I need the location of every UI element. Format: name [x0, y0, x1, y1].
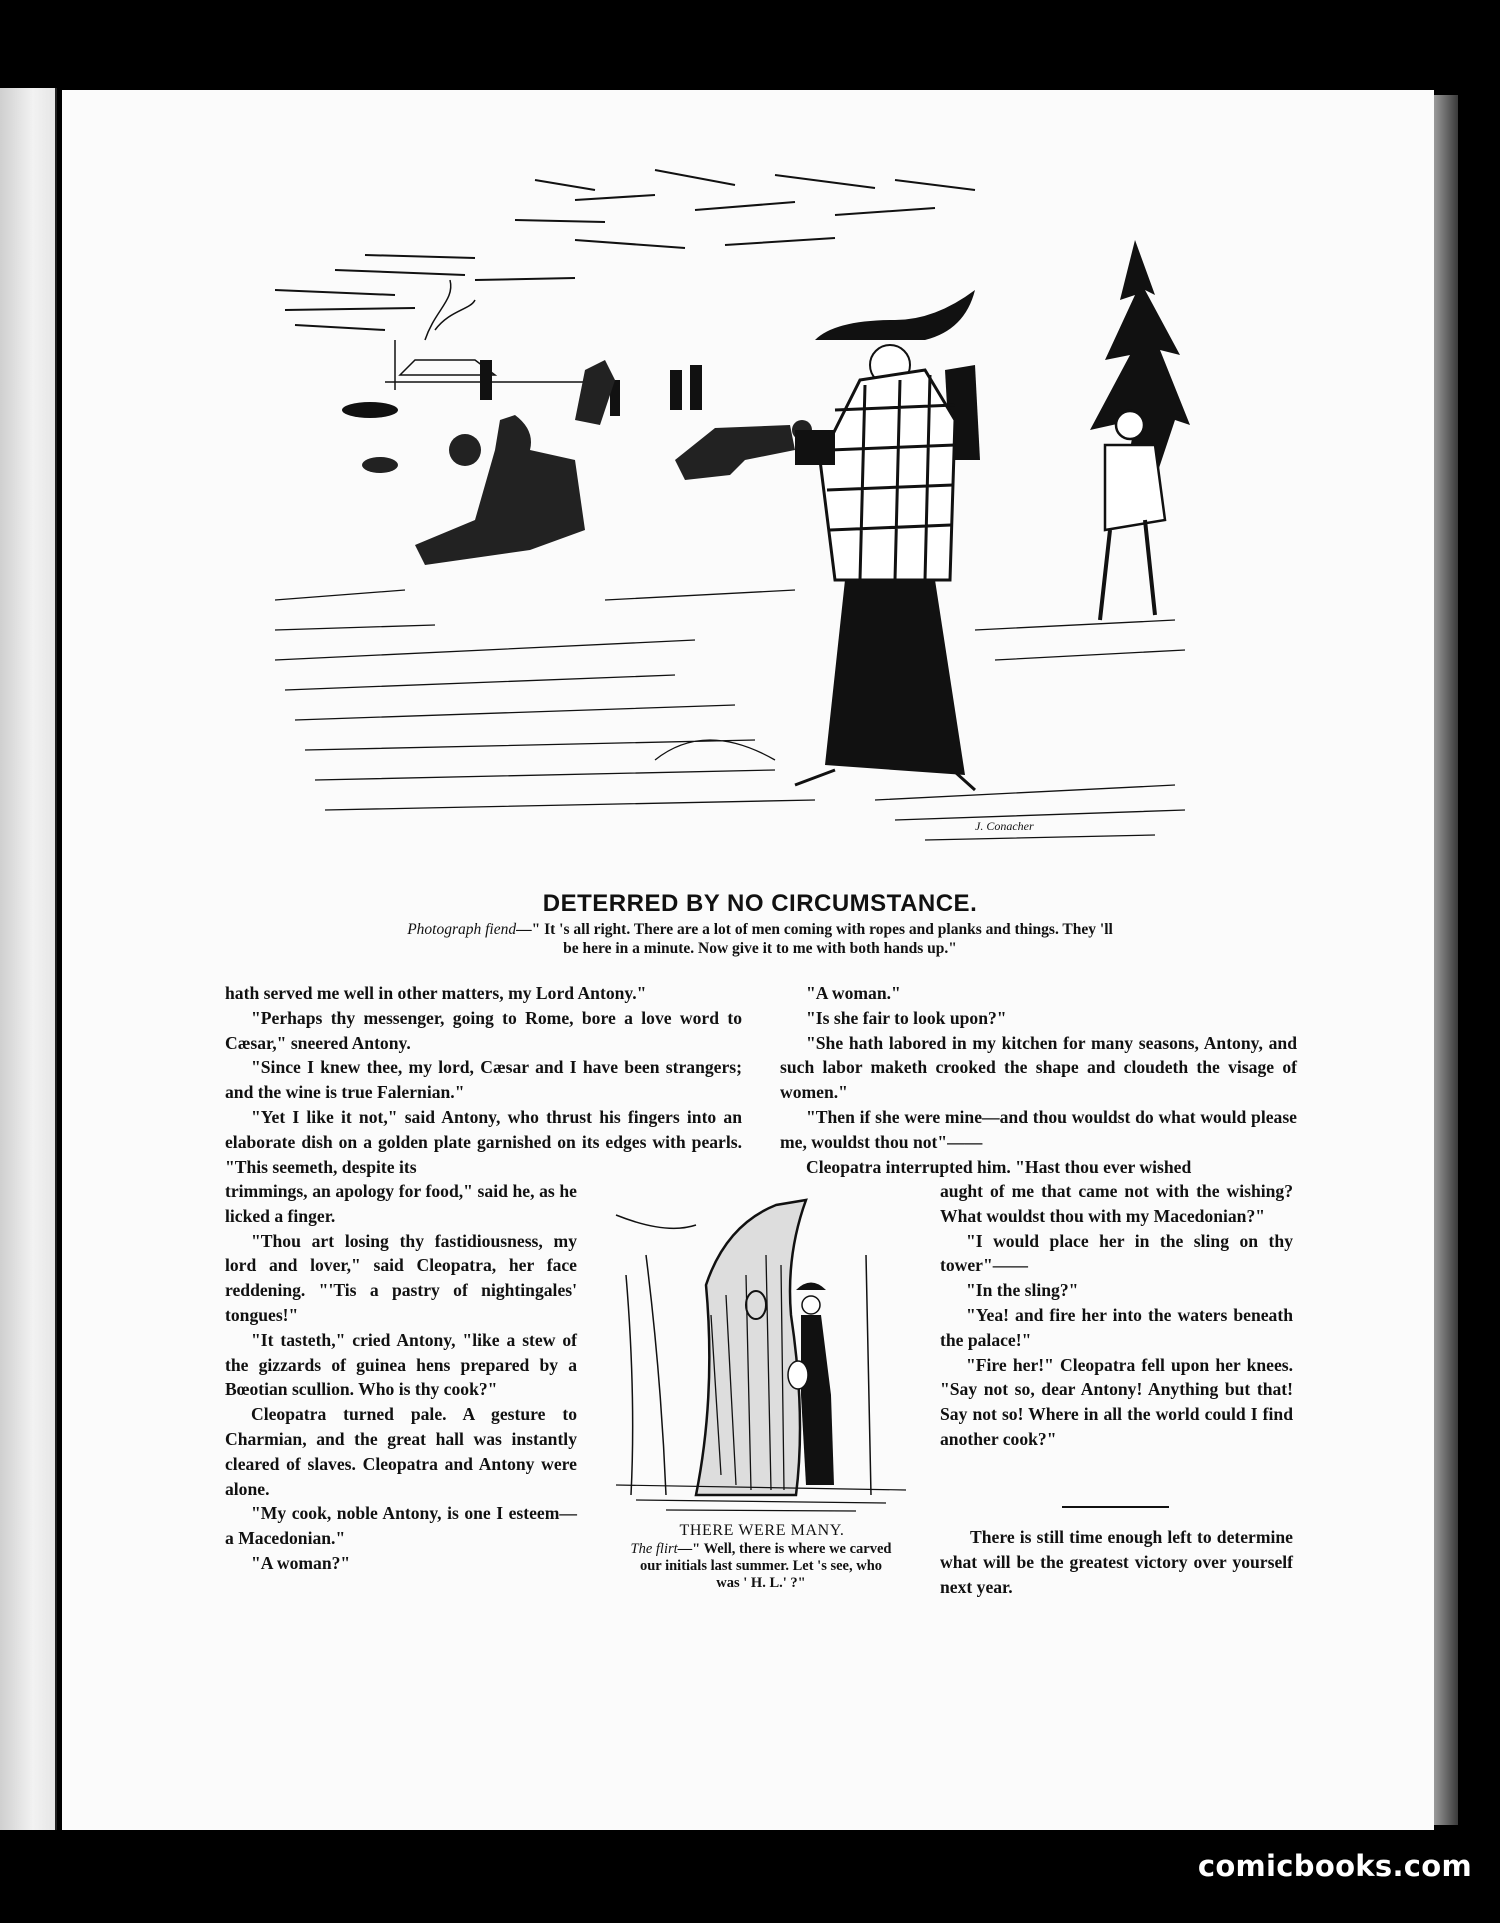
column-2-bottom [940, 1179, 1293, 1452]
column-1-bottom [225, 1179, 577, 1576]
paragraph: Cleopatra turned pale. A gesture to Charmian, and the great hall was instantly cleared of slaves. Cleopatra and Antony were alone. [225, 1404, 577, 1499]
paragraph: "Since I knew thee, my lord, Cæsar and I have been strangers; and the wine is true Falernian." [225, 1057, 742, 1103]
svg-text:J. Conacher: J. Conacher [975, 819, 1034, 833]
tree-flirt-illustration [606, 1195, 916, 1515]
caption-line-1: —" It 's all right. There are a lot of men coming with ropes and planks and things. They 'll [516, 921, 1113, 938]
paragraph: "I would place her in the sling on thy tower"—— [940, 1230, 1293, 1276]
paragraph: "Then if she were mine—and thou wouldst do what would please me, wouldst thou not"—— [780, 1106, 1297, 1152]
paragraph: "A woman?" [251, 1552, 351, 1573]
paragraph: "My cook, noble Antony, is one I esteem—a Macedonian." [225, 1503, 577, 1549]
paragraph: "In the sling?" [966, 1280, 1079, 1301]
paragraph: "Yea! and fire her into the waters beneath the palace!" [940, 1304, 1293, 1350]
crawling-man [675, 420, 812, 480]
paragraph: "Thou art losing thy fastidiousness, my lord and lover," said Cleopatra, her face reddening. "'Tis a pastry of nightingales' tongues!" [225, 1230, 577, 1325]
paragraph: "Is she fair to look upon?" [806, 1007, 1007, 1028]
paragraph: trimmings, an apology for food," said he, as he licked a finger. [225, 1181, 577, 1226]
caption-line-2: be here in a minute. Now give it to me with both hands up." [563, 940, 957, 957]
background-building [385, 280, 615, 390]
paragraph: Cleopatra interrupted him. "Hast thou ever wished [806, 1156, 1192, 1177]
column-2-top [780, 981, 1297, 1179]
small-illustration-caption [586, 1541, 936, 1592]
paragraph: "Fire her!" Cleopatra fell upon her knees. "Say not so, dear Antony! Anything but that! Say not so! Where in all the world could I find another cook?" [940, 1354, 1293, 1449]
caption-speaker: Photograph fiend [407, 921, 517, 938]
page-edge-shadow [1434, 95, 1458, 1825]
photographer-woman [795, 290, 975, 790]
paragraph: "Yet I like it not," said Antony, who thrust his fingers into an elaborate dish on a golden plate garnished on its edges with pearls. "This seemeth, despite its [225, 1106, 742, 1177]
sky-hatching [275, 170, 975, 330]
column-1-top [225, 981, 742, 1179]
closing-paragraph [940, 1525, 1293, 1599]
site-watermark: comicbooks.com [1197, 1849, 1472, 1883]
paragraph: "A woman." [806, 983, 901, 1003]
ice-hatching [275, 590, 1185, 840]
paragraph: "Perhaps thy messenger, going to Rome, bore a love word to Cæsar," sneered Antony. [225, 1007, 742, 1053]
caption-line-2: our initials last summer. Let 's see, who [639, 1558, 883, 1574]
main-illustration-caption [320, 920, 1200, 958]
caption-speaker: The flirt [630, 1541, 678, 1557]
paragraph: aught of me that came not with the wishing? What wouldst thou with my Macedonian?" [940, 1181, 1293, 1226]
paragraph: "It tasteth," cried Antony, "like a stew of the gizzards of guinea hens prepared by a Bœotian scullion. Who is thy cook?" [225, 1329, 577, 1400]
page-headline: DETERRED BY NO CIRCUMSTANCE. [542, 890, 978, 917]
paragraph: "She hath labored in my kitchen for many seasons, Antony, and such labor maketh crooked the shape and cloudeth the visage of women." [780, 1032, 1297, 1103]
caption-line-3: was ' H. L.' ?" [716, 1575, 806, 1591]
small-illustration-title: THERE WERE MANY. [679, 1522, 845, 1539]
caption-line-1: —" Well, there is where we carved [677, 1541, 892, 1557]
paragraph: There is still time enough left to determine what will be the greatest victory over yourself next year. [940, 1527, 1293, 1597]
section-divider [1062, 1506, 1169, 1508]
ice-skating-illustration [275, 160, 1195, 860]
left-page-edge [0, 88, 57, 1830]
paragraph: hath served me well in other matters, my Lord Antony." [225, 983, 647, 1003]
